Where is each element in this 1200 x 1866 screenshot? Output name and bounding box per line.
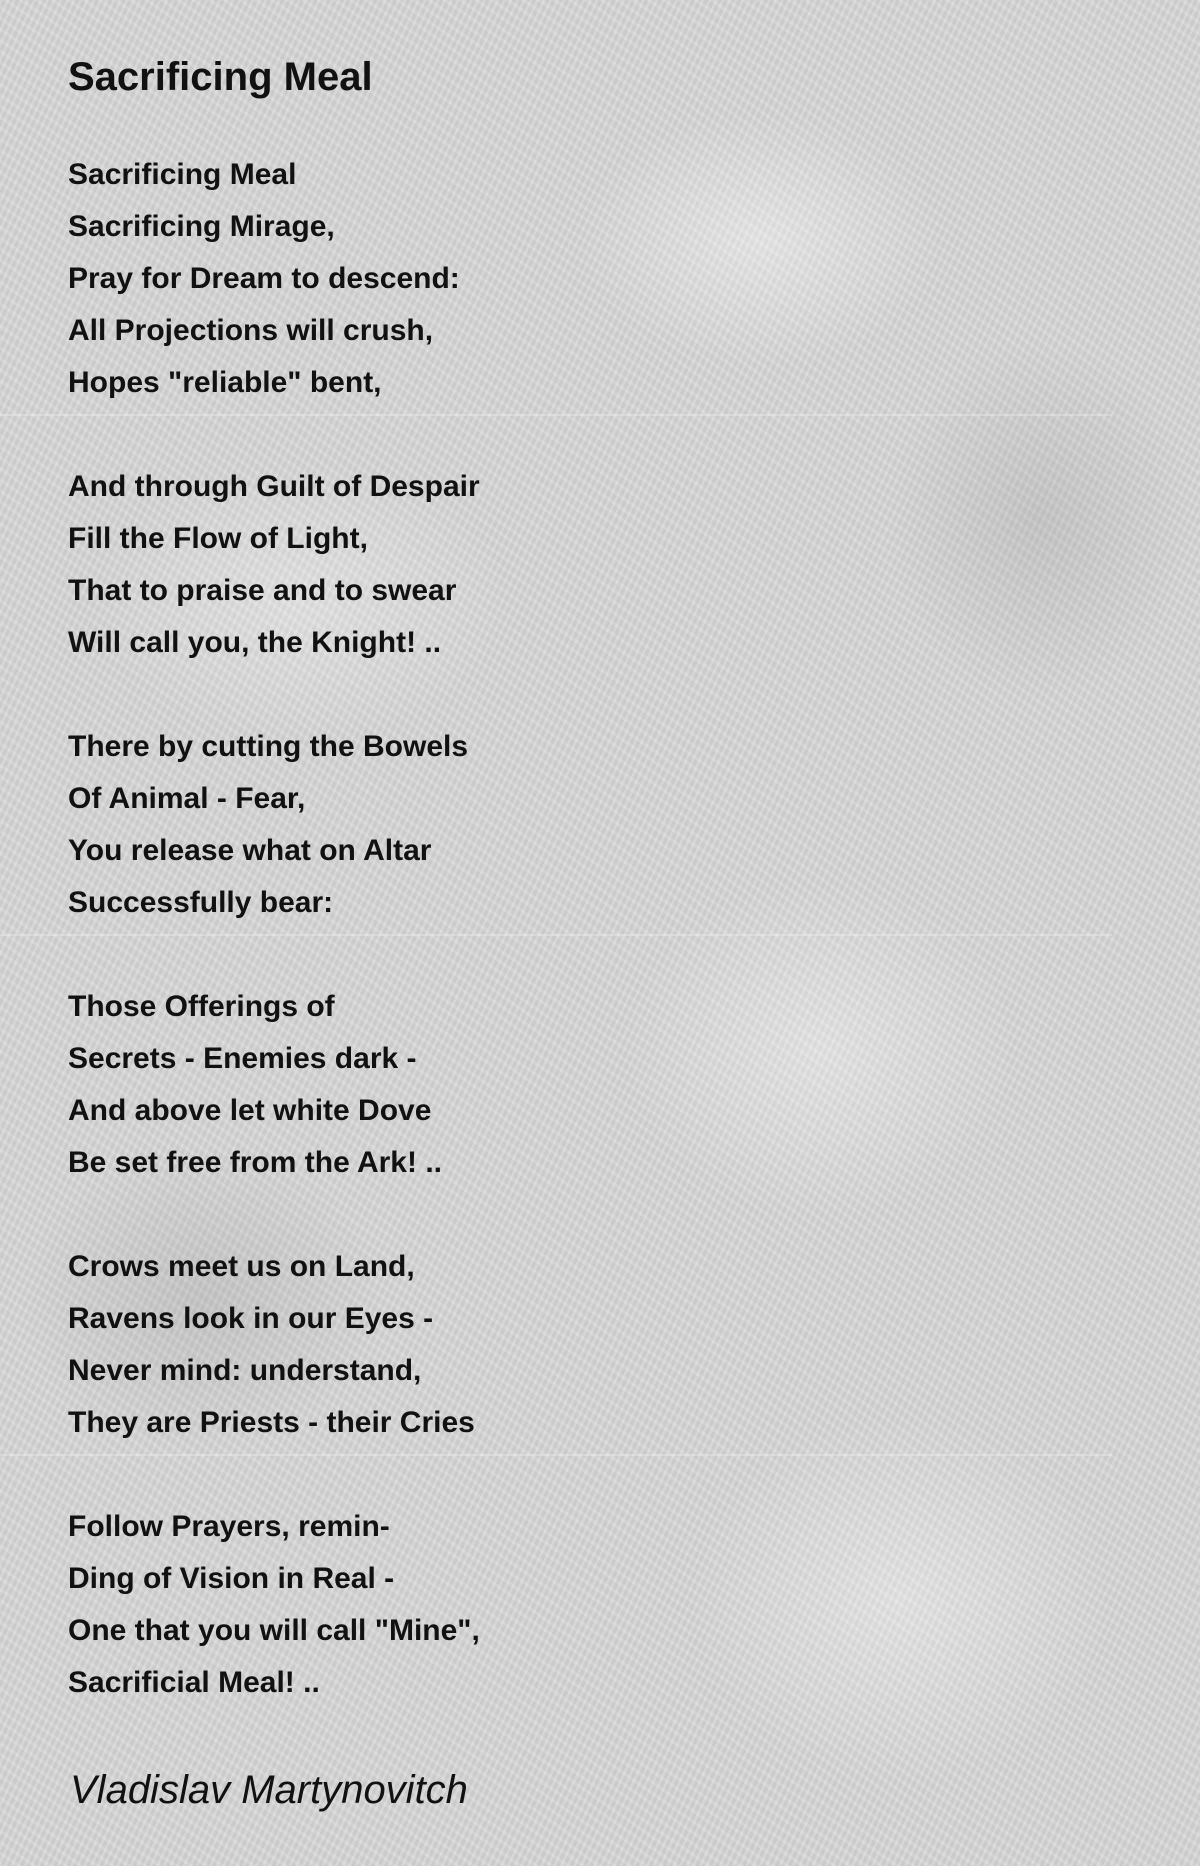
stanza [68, 461, 480, 669]
poem-line: There by cutting the Bowels [68, 730, 469, 763]
poem-line: Will call you, the Knight! .. [68, 626, 442, 659]
poem-title: Sacrificing Meal [68, 55, 373, 99]
stanza [68, 981, 480, 1189]
poem-line: Sacrificing Mirage, [68, 210, 335, 243]
poem-line: And above let white Dove [68, 1094, 432, 1127]
poem-line: One that you will call "Mine", [68, 1614, 480, 1647]
poem-line: You release what on Altar [68, 834, 432, 867]
poem-line: And through Guilt of Despair [68, 470, 480, 503]
poem-body [68, 149, 480, 1761]
poem-line: Successfully bear: [68, 886, 334, 919]
poem-line: Pray for Dream to descend: [68, 262, 460, 295]
poem-line: Those Offerings of [68, 990, 335, 1023]
poem-line: Ravens look in our Eyes - [68, 1302, 434, 1335]
stanza [68, 1241, 480, 1449]
poem-line: Sacrificing Meal [68, 158, 297, 191]
poem-line: Never mind: understand, [68, 1354, 422, 1387]
poem-line: Sacrificial Meal! .. [68, 1666, 320, 1699]
poem-line: That to praise and to swear [68, 574, 457, 607]
poem-line: Ding of Vision in Real - [68, 1562, 395, 1595]
poem-line: They are Priests - their Cries [68, 1406, 475, 1439]
poem-line: Of Animal - Fear, [68, 782, 306, 815]
poem-line: Hopes "reliable" bent, [68, 366, 382, 399]
poem-line: Be set free from the Ark! .. [68, 1146, 442, 1179]
stanza [68, 1501, 480, 1709]
poem-author: Vladislav Martynovitch [70, 1768, 468, 1812]
poem-line: Secrets - Enemies dark - [68, 1042, 417, 1075]
poem-line: Fill the Flow of Light, [68, 522, 368, 555]
poem-line: Follow Prayers, remin- [68, 1510, 390, 1543]
poem-line: Crows meet us on Land, [68, 1250, 415, 1283]
stanza [68, 149, 480, 409]
stanza [68, 721, 480, 929]
poem-line: All Projections will crush, [68, 314, 434, 347]
